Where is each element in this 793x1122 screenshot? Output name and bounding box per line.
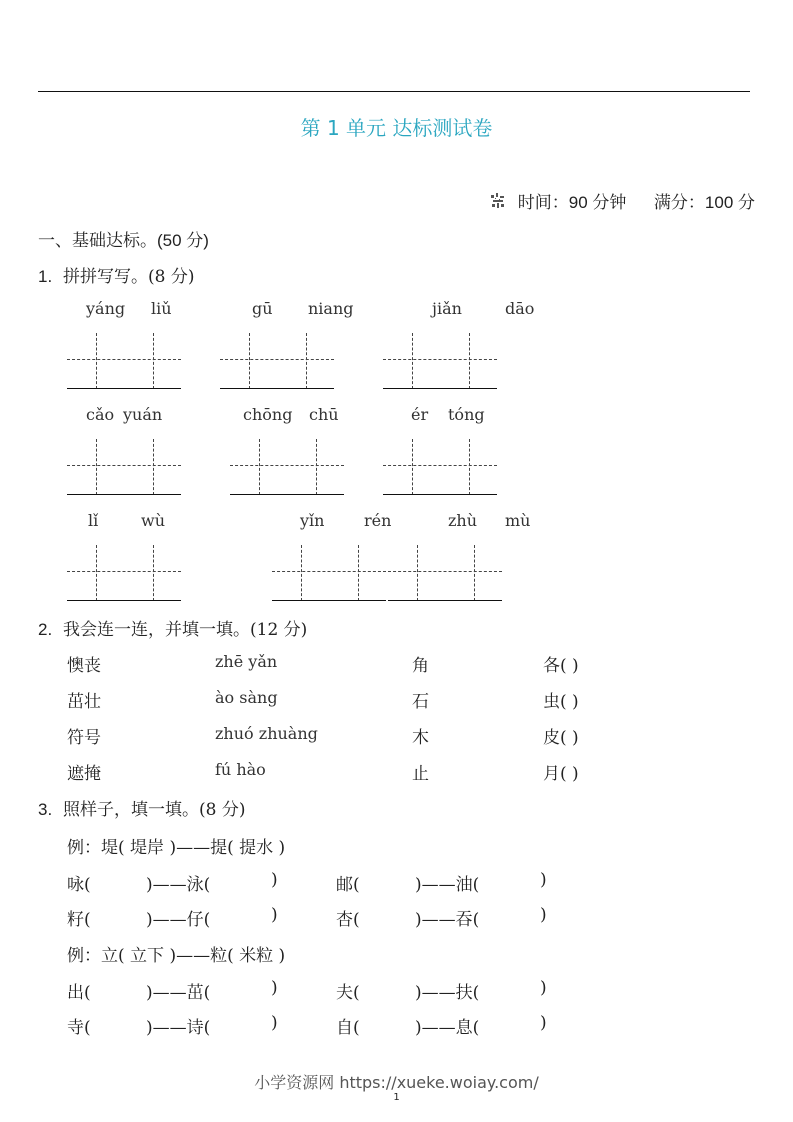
pinyin: yuán [123,405,163,424]
pinyin: rén [364,511,392,530]
fill-item[interactable]: )——仔( [146,910,211,930]
fill-item[interactable]: ) [540,870,547,890]
pinyin: fú hào [215,760,266,779]
pinyin: dāo [505,299,535,318]
question-2-title: 2. 我会连一连，并填一填。(12 分) [38,620,308,640]
exam-meta [489,188,755,213]
writing-grid[interactable] [383,439,497,495]
fill-blank[interactable]: 各( ) [543,656,579,676]
radical: 止 [412,764,429,784]
pinyin: niang [308,299,354,318]
word: 符号 [67,728,101,748]
pinyin: tóng [448,405,485,424]
pinyin: ào sàng [215,688,278,707]
pinyin: chū [309,405,339,424]
section-heading: 一、基础达标。(50 分) [38,231,209,250]
writing-grid[interactable] [230,439,344,495]
writing-grid[interactable] [67,439,181,495]
fill-item[interactable]: 出( [67,983,91,1003]
pinyin: yǐn [300,511,325,530]
fill-blank[interactable]: 虫( ) [543,692,579,712]
fill-item[interactable]: 邮( [336,875,360,895]
word: 茁壮 [67,692,101,712]
example-2: 例：立( 立下 )——粒( 米粒 ) [67,946,286,966]
time-label: 时间：90 分钟 [517,193,627,212]
fill-item[interactable]: )——油( [415,875,480,895]
fill-item[interactable]: 自( [336,1018,360,1038]
fill-item[interactable]: ) [271,905,278,925]
example-1: 例：堤( 堤岸 )——提( 提水 ) [67,838,286,858]
writing-grid[interactable] [272,545,386,601]
fill-item[interactable]: 咏( [67,875,91,895]
pinyin: lǐ [88,511,99,530]
writing-grid[interactable] [383,333,497,389]
fill-item[interactable]: ) [271,870,278,890]
writing-grid[interactable] [388,545,502,601]
fill-item[interactable]: 寺( [67,1018,91,1038]
fill-item[interactable]: )——息( [415,1018,480,1038]
stamp-icon [489,192,507,210]
fill-item[interactable]: )——扶( [415,983,480,1003]
fill-item[interactable]: ) [540,978,547,998]
fill-item[interactable]: ) [271,978,278,998]
header-rule [38,91,750,92]
pinyin: ér [411,405,429,424]
score-label: 满分：100 分 [653,193,755,212]
pinyin: chōng [243,405,293,424]
radical: 石 [412,692,429,712]
watermark: 小学资源网 https://xueke.woiay.com/ [254,1073,539,1092]
word: 遮掩 [67,764,101,784]
pinyin: mù [505,511,531,530]
pinyin: liǔ [151,299,172,318]
radical: 角 [412,656,429,676]
pinyin: gū [252,299,273,318]
fill-blank[interactable]: 皮( ) [543,728,579,748]
fill-item[interactable]: 夫( [336,983,360,1003]
question-3-title: 3. 照样子，填一填。(8 分) [38,800,246,820]
fill-item[interactable]: )——泳( [146,875,211,895]
fill-item[interactable]: ) [540,1013,547,1033]
pinyin: yáng [86,299,126,318]
writing-grid[interactable] [220,333,334,389]
fill-item[interactable]: ) [540,905,547,925]
writing-grid[interactable] [67,333,181,389]
pinyin: cǎo [86,405,115,424]
pinyin: zhuó zhuàng [215,724,318,743]
pinyin: zhē yǎn [215,652,278,671]
radical: 木 [412,728,429,748]
fill-item[interactable]: ) [271,1013,278,1033]
fill-item[interactable]: )——吞( [415,910,480,930]
question-1-title: 1. 拼拼写写。(8 分) [38,267,195,287]
pinyin: jiǎn [432,299,462,318]
fill-item[interactable]: 籽( [67,910,91,930]
page-number: 1 [393,1092,400,1103]
fill-item[interactable]: )——诗( [146,1018,211,1038]
pinyin: wù [141,511,165,530]
writing-grid[interactable] [67,545,181,601]
fill-item[interactable]: 杏( [336,910,360,930]
fill-blank[interactable]: 月( ) [543,764,579,784]
page-title: 第 1 单元 达标测试卷 [300,116,493,140]
word: 懊丧 [67,656,101,676]
pinyin: zhù [448,511,478,530]
fill-item[interactable]: )——茁( [146,983,211,1003]
